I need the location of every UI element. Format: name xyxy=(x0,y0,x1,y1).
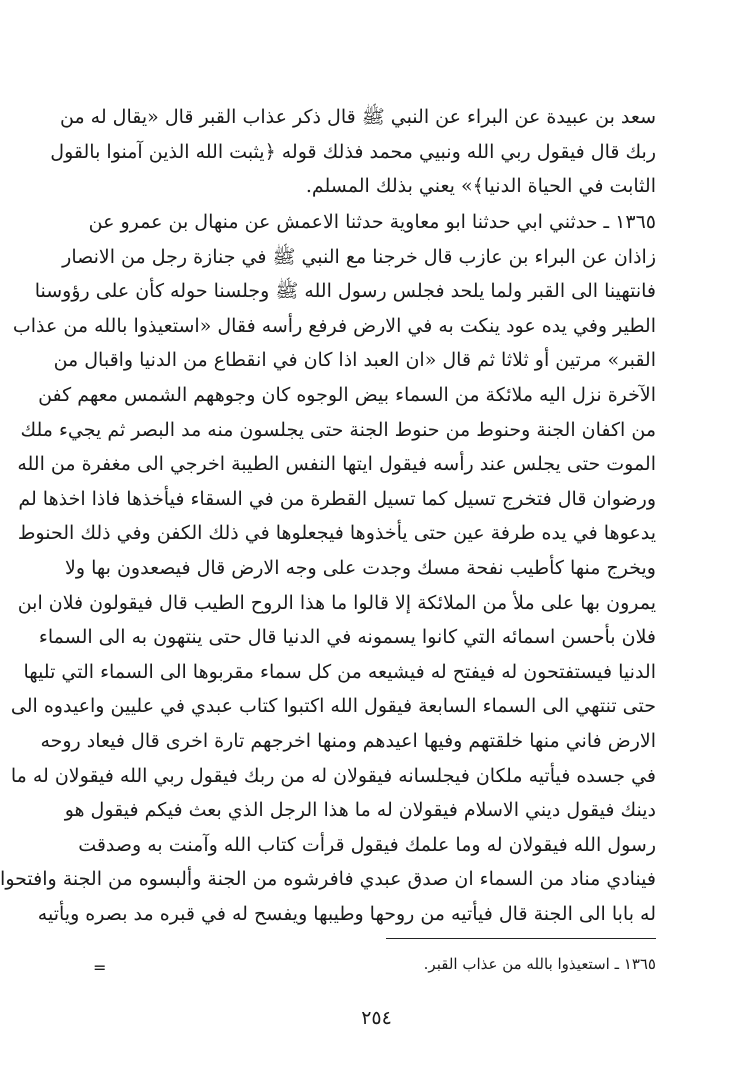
text-line: الارض فاني منها خلقتهم وفيها اعيدهم ومنها اخرجهم تارة اخرى قال فيعاد روحه xyxy=(40,729,656,752)
text-line: القبر» مرتين أو ثلاثا ثم قال «ان العبد اذا كان في انقطاع من الدنيا واقبال من xyxy=(53,349,656,372)
text-line: من اكفان الجنة وحنوط من حنوط الجنة حتى يجلسون منه مد البصر ثم يجيء ملك xyxy=(20,418,656,441)
text-line: الآخرة نزل اليه ملائكة من السماء بيض الوجوه كان وجوههم الشمس معهم كفن xyxy=(38,383,656,406)
text-line: ربك قال فيقول ربي الله ونبيي محمد فذلك قوله ﴿يثبت الله الذين آمنوا بالقول xyxy=(50,140,656,163)
text-line: الثابت في الحياة الدنيا﴾» يعني بذلك المسلم. xyxy=(305,175,656,198)
footnote: ١٣٦٥ ـ استعيذوا بالله من عذاب القبر. xyxy=(423,955,656,973)
page-number: ٢٥٤ xyxy=(361,1007,392,1029)
continuation-mark: = xyxy=(93,958,107,977)
text-line: رسول الله فيقولان له وما علمك فيقول قرأت كتاب الله وآمنت به وصدقت xyxy=(78,833,656,856)
text-line: ١٣٦٥ ـ حدثني ابي حدثنا ابو معاوية حدثنا الاعمش عن منهال بن عمرو عن xyxy=(88,211,656,233)
text-line: في جسده فيأتيه ملكان فيجلسانه فيقولان له من ربك فيقول ربي الله فيقولان له ما xyxy=(10,764,656,787)
text-line: الطير وفي يده عود ينكت به في الارض فرفع رأسه فقال «استعيذوا بالله من عذاب xyxy=(12,314,656,337)
text-line: ويخرج منها كأطيب نفحة مسك وجدت على وجه الارض قال فيصعدون بها ولا xyxy=(65,556,656,579)
text-line: الموت حتى يجلس عند رأسه فيقول ايتها النفس الطيبة اخرجي الى مغفرة من الله xyxy=(17,453,656,476)
text-line: حتى تنتهي الى السماء السابعة فيقول الله اكتبوا كتاب عبدي في عليين واعيدوه الى xyxy=(10,695,656,718)
text-line: فانتهينا الى القبر ولما يلحد فجلس رسول الله ﷺ وجلسنا حوله كأن على رؤوسنا xyxy=(34,280,656,303)
text-line: يدعوها في يده طرفة عين حتى يأخذوها فيجعلوها في ذلك الكفن وفي ذلك الحنوط xyxy=(17,522,656,545)
paragraph-continuation xyxy=(50,100,656,204)
hadith-1365 xyxy=(0,205,656,931)
text-line: يمرون بها على ملأ من الملائكة إلا قالوا ما هذا الروح الطيب قال فيقولون فلان ابن xyxy=(17,591,656,614)
text-line: سعد بن عبيدة عن البراء عن النبي ﷺ قال ذكر عذاب القبر قال «يقال له من xyxy=(59,106,656,128)
text-line: زاذان عن البراء بن عازب قال خرجنا مع النبي ﷺ في جنازة رجل من الانصار xyxy=(62,245,656,268)
text-line: له بابا الى الجنة قال فيأتيه من روحها وطيبها ويفسح له في قبره مد بصره ويأتيه xyxy=(37,902,656,925)
text-line: فينادي مناد من السماء ان صدق عبدي فافرشوه من الجنة وألبسوه من الجنة وافتحوا xyxy=(0,868,656,891)
text-line: دينك فيقول ديني الاسلام فيقولان له ما هذا الرجل الذي بعث فيكم فيقول هو xyxy=(64,799,656,822)
text-line: فلان بأحسن اسمائه التي كانوا يسمونه في الدنيا قال حتى ينتهون به الى السماء xyxy=(38,626,656,649)
text-line: ورضوان قال فتخرج تسيل كما تسيل القطرة من في السقاء فيأخذها فاذا اخذها لم xyxy=(18,487,656,510)
footnote-divider xyxy=(386,938,656,939)
text-line: الدنيا فيستفتحون له فيفتح له فيشيعه من كل سماء مقربوها الى السماء التي تليها xyxy=(23,660,656,683)
